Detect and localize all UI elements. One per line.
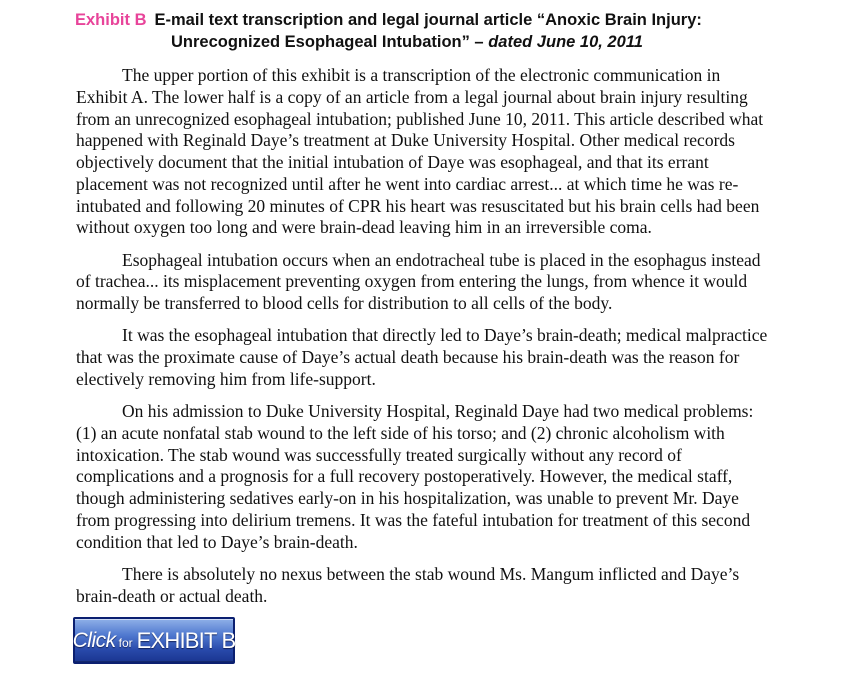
paragraph-esophageal-intubation: Esophageal intubation occurs when an endotracheal tube is placed in the esophagus instead of trachea... its misplacement preventing oxygen from entering the lungs, from whence it would normally be transferred to blood cells for distribution to all cells of the body. (76, 249, 761, 313)
heading-title-line-2: Unrecognized Esophageal Intubation” – (171, 33, 484, 51)
exhibit-heading (75, 9, 775, 53)
click-for-exhibit-b-button[interactable] (73, 617, 235, 664)
button-for-text: for (118, 635, 133, 650)
heading-title-line-1: E-mail text transcription and legal journal article “Anoxic Brain Injury: (154, 11, 702, 29)
paragraph-admission: On his admission to Duke University Hospital, Reginald Daye had two medical problems: (1) an acute nonfatal stab wound to the left side of his torso; and (2) chronic alcoholism with intoxication. The stab wound was successfully treated surgically without any record of complications and a prognosis for a full recovery postoperatively. However, the medical staff, though administering sedatives early-on in his hospitalization, was unable to prevent Mr. Daye from progressing into delirium tremens. It was the fateful intubation for treatment of this second condition that led to Daye’s brain-death. (76, 401, 754, 552)
paragraph-brain-death-cause: It was the esophageal intubation that directly led to Daye’s brain-death; medical malpractice that was the proximate cause of Daye’s actual death because his brain-death was the reason for electively removing him from life-support. (76, 325, 768, 389)
exhibit-label: Exhibit B (75, 11, 147, 29)
button-click-text: Click (72, 628, 116, 652)
button-exhibit-text: EXHIBIT B (136, 627, 236, 653)
paragraph-no-nexus: There is absolutely no nexus between the stab wound Ms. Mangum inflicted and Daye’s brain-death or actual death. (76, 563, 740, 606)
document-body (76, 65, 776, 618)
heading-line-1 (75, 9, 775, 31)
heading-date: dated June 10, 2011 (488, 33, 643, 51)
heading-line-2 (75, 31, 775, 53)
paragraph-transcription: The upper portion of this exhibit is a transcription of the electronic communication in Exhibit A. The lower half is a copy of an article from a legal journal about brain injury resulting from an unrecognized esophageal intubation; published June 10, 2011. This article described what happened with Reginald Daye’s treatment at Duke University Hospital. Other medical records objectively document that the initial intubation of Daye was esophageal, and that its errant placement was not recognized until after he went into cardiac arrest... at which time he was re-intubated and following 20 minutes of CPR his heart was resuscitated but his brain cells had been without oxygen too long and were brain-dead leaving him in an irreversible coma. (76, 65, 764, 238)
